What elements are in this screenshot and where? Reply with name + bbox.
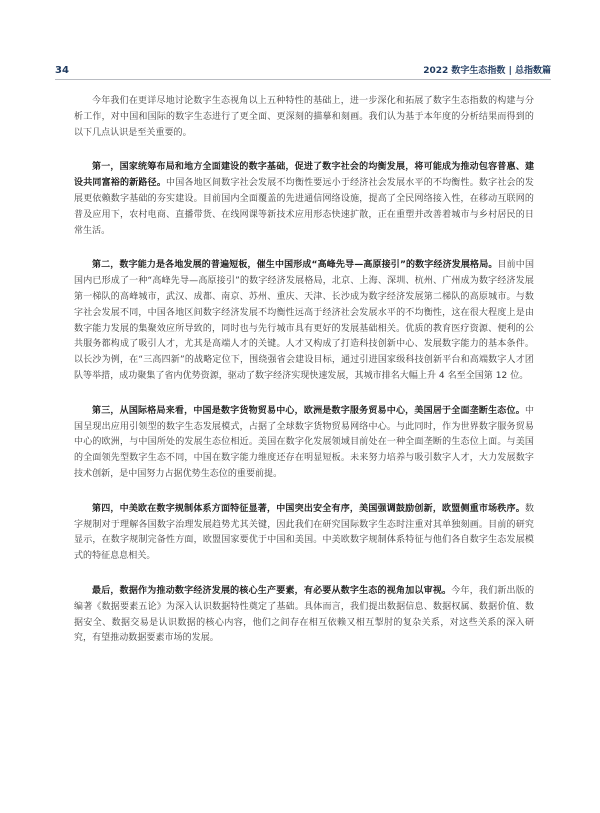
paragraph-body: 目前中国国内已形成了一种“高峰先导—高原接引”的数字经济发展格局，北京、上海、深圳、杭州、广州成为数字经济发展第一梯队的高峰城市，武汉、成都、南京、苏州、重庆、天津、长沙成为数字经济发展第二梯队的高原城市。与数字社会发展不同，中国各地区间数字经济发展不均衡性远高于经济社会发展水平的不均衡性，这在很大程度上是由数字能力发展的集聚效应所导致的，同时也与先行城市具有更好的发展基础相关。优质的教育医疗资源、便利的公共服务都构成了吸引人才，尤其是高端人才的关键。人才又构成了打造科技创新中心、发展数字能力的基本条件。以长沙为例，在“三高四新”的战略定位下，围绕强省会建设目标，通过引进国家级科技创新平台和高端数字人才团队等举措，成功聚集了省内优势资源，驱动了数字经济实现快速发展，其城市排名大幅上升 4 名至全国第 12 位。 xyxy=(74,260,534,381)
paragraph-lead: 最后，数据作为推动数字经济发展的核心生产要素，有必要从数字生态的视角加以审视。 xyxy=(92,585,452,596)
paragraph-body: 今年，我们新出版的编著《数据要素五论》为深入认识数据特性奠定了基础。具体而言，我们提出数据信息、数据权属、数据价值、数据安全、数据交易是认识数据的核心内容，他们之间存在相互依赖又相互掣肘的复杂关系，对这些关系的深入研究，有望推动数据要素市场的发展。 xyxy=(74,585,535,644)
paragraph-body: 中国呈现出应用引领型的数字生态发展模式，占据了全球数字货物贸易网络中心。与此同时，作为世界数字服务贸易中心的欧洲，与中国所处的发展生态位相近。美国在数字化发展领域目前处在一种全面垄断的生态位上面。与美国的全面领先型数字生态不同，中国在数字能力维度还存在明显短板。未来努力培养与吸引数字人才，大力发展数字技术创新，是中国努力占据优势生态位的重要前提。 xyxy=(74,405,534,479)
paragraph-lead: 第三，从国际格局来看，中国是数字货物贸易中心，欧洲是数字服务贸易中心，美国居于全面垄断生态位。 xyxy=(92,405,525,416)
paragraph-fourth-point xyxy=(74,502,534,565)
page-header xyxy=(55,56,551,80)
body-text xyxy=(74,94,534,666)
paragraph-second-point xyxy=(74,258,534,384)
paragraph-first-point xyxy=(74,160,534,239)
paragraph-lead: 第二，数字能力是各地发展的普遍短板，催生中国形成“高峰先导—高原接引”的数字经济发展格局。 xyxy=(92,260,498,271)
running-title: 2022 数字生态指数 | 总指数篇 xyxy=(423,66,551,76)
paragraph-lead: 第一，国家统筹布局和地方全面建设的数字基础，促进了数字社会的均衡发展，将可能成为推动包容普惠、建设共同富裕的新路径。 xyxy=(74,162,534,189)
paragraph-third-point xyxy=(74,404,534,483)
paragraph-body: 中国各地区间数字社会发展不均衡性要远小于经济社会发展水平的不均衡性。数字社会的发展更依赖数字基础的夯实建设。目前国内全面覆盖的先进通信网络设施，提高了全民网络接入性，在移动互联网的普及应用下，农村电商、直播带货、在线网课等新技术应用形态快速扩散，正在重塑并改善着城市与乡村居民的日常生活。 xyxy=(74,178,534,236)
paragraph-final-point xyxy=(74,584,534,647)
paragraph-body: 今年我们在更详尽地讨论数字生态视角以上五种特性的基础上，进一步深化和拓展了数字生态指数的构建与分析工作，对中国和国际的数字生态进行了更全面、更深刻的描摹和刻画。我们认为基于本年度的分析结果而得到的以下几点认识是至关重要的。 xyxy=(74,96,534,138)
paragraph-intro xyxy=(74,94,534,141)
paragraph-lead: 第四，中美欧在数字规制体系方面特征显著，中国突出安全有序，美国强调鼓励创新，欧盟侧重市场秩序。 xyxy=(92,503,525,514)
paragraph-body: 数字规制对于理解各国数字治理发展趋势尤其关键，因此我们在研究国际数字生态时注重对其单独刻画。目前的研究显示，在数字规制完备性方面，欧盟国家要优于中国和美国。中美欧数字规制体系特征与他们各自数字生态发展模式的特征息息相关。 xyxy=(74,503,534,562)
page-number: 34 xyxy=(55,65,69,76)
